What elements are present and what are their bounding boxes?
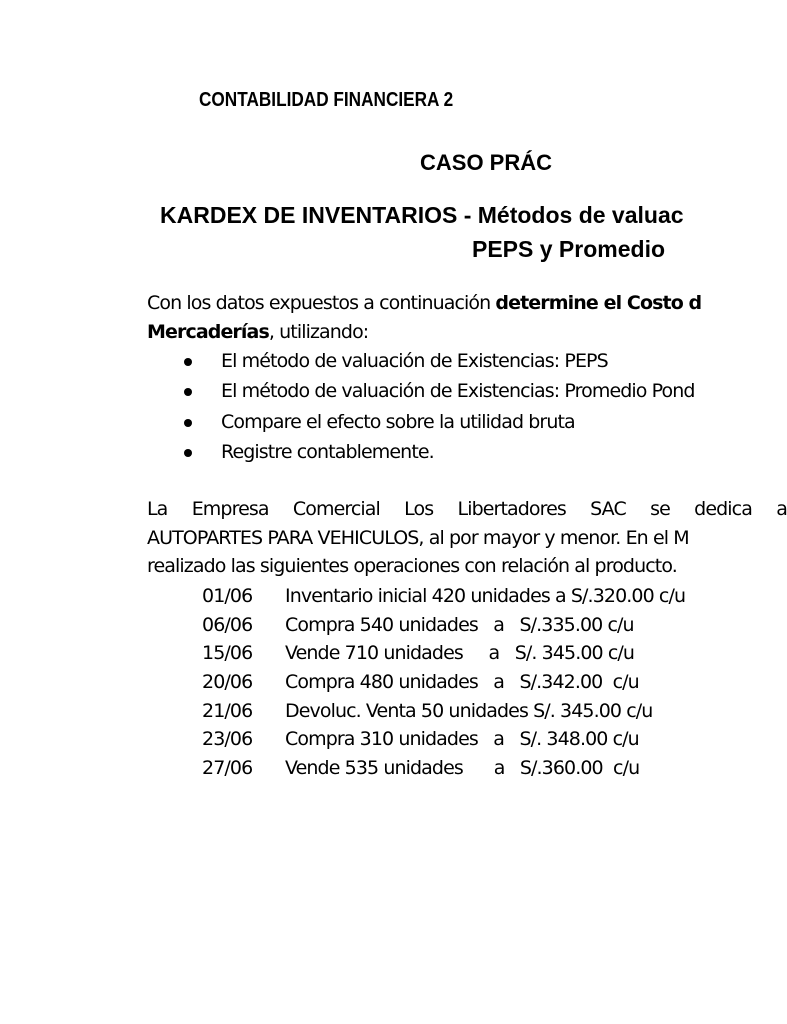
intro-bold-text: determine el Costo d — [495, 292, 702, 314]
case-title: CASO PRÁC — [420, 150, 553, 175]
paragraph-line-2: AUTOPARTES PARA VEHICULOS, al por mayor y menor. En el M — [147, 526, 689, 549]
operation-description: Compra 540 unidades a S/.335.00 c/u — [285, 613, 634, 636]
paragraph-word: Empresa — [191, 498, 269, 520]
paragraph-line-1 — [147, 495, 787, 524]
intro-line-2 — [147, 318, 701, 347]
operation-description: Vende 710 unidades a S/. 345.00 c/u — [285, 642, 635, 665]
paragraph-word: Los — [404, 498, 434, 520]
operation-description: Devoluc. Venta 50 unidades S/. 345.00 c/u — [285, 699, 653, 722]
paragraph-word: dedica — [694, 498, 752, 520]
list-item-text: Registre contablemente. — [221, 440, 434, 463]
operation-date: 20/06 — [202, 671, 253, 694]
operation-date: 23/06 — [202, 728, 253, 751]
list-item-text: El método de valuación de Existencias: Promedio Pond — [221, 380, 695, 403]
bullet-icon — [184, 358, 192, 366]
paragraph-word: La — [147, 498, 168, 520]
paragraph-word: SAC — [590, 498, 626, 520]
intro-paragraph — [147, 289, 701, 347]
paragraph-word: a — [776, 498, 787, 520]
intro-text-end: , utilizando: — [268, 321, 369, 343]
list-item-text: El método de valuación de Existencias: PEPS — [221, 350, 608, 372]
operation-description: Inventario inicial 420 unidades a S/.320.00 c/u — [285, 585, 686, 607]
operation-description: Compra 480 unidades a S/.342.00 c/u — [285, 671, 639, 694]
bullet-icon — [184, 388, 192, 396]
operation-date: 15/06 — [202, 642, 253, 665]
operation-date: 27/06 — [202, 757, 253, 780]
operation-date: 21/06 — [202, 699, 253, 722]
paragraph-line-3: realizado las siguientes operaciones con relación al producto. — [147, 555, 677, 578]
main-subtitle: PEPS y Promedio — [472, 236, 666, 262]
paragraph-word: Libertadores — [457, 498, 566, 520]
operation-description: Vende 535 unidades a S/.360.00 c/u — [285, 757, 640, 780]
course-title: CONTABILIDAD FINANCIERA 2 — [199, 89, 454, 111]
intro-text: Con los datos expuestos a continuación — [147, 292, 496, 314]
paragraph-word: se — [650, 498, 670, 520]
bullet-icon — [184, 449, 192, 457]
intro-line-1 — [147, 289, 701, 318]
intro-bold-term: Mercaderías — [147, 321, 269, 343]
company-paragraph — [147, 495, 787, 581]
operation-date: 06/06 — [202, 613, 253, 636]
paragraph-word: Comercial — [292, 498, 380, 520]
bullet-icon — [184, 419, 192, 427]
operation-description: Compra 310 unidades a S/. 348.00 c/u — [285, 728, 639, 751]
operation-date: 01/06 — [202, 585, 253, 607]
list-item-text: Compare el efecto sobre la utilidad bruta — [221, 410, 575, 433]
main-title: KARDEX DE INVENTARIOS - Métodos de valuac — [160, 202, 684, 228]
